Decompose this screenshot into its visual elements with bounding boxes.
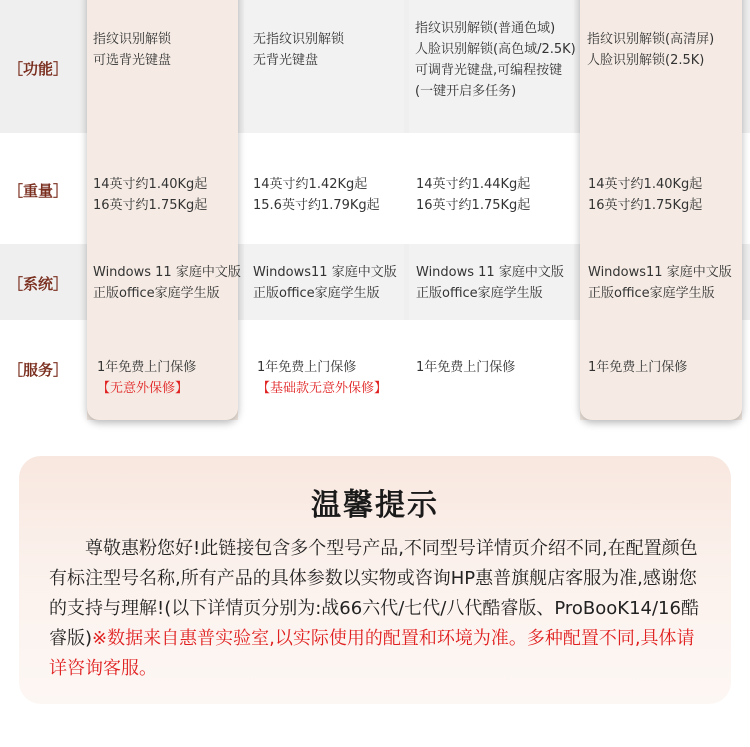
row-label-service: ［服务］ [7, 361, 68, 379]
col1-weight: 14英寸约1.40Kg起 16英寸约1.75Kg起 [93, 177, 208, 213]
row-label-function: ［功能］ [7, 60, 68, 78]
col3-service: 1年免费上门保修 [416, 360, 516, 375]
col1-service: 1年免费上门保修 【无意外保修】 [97, 357, 196, 399]
col2-function: 无指纹识别解锁 无背光键盘 [253, 32, 345, 68]
col1-function: 指纹识别解锁 可选背光键盘 [93, 32, 172, 68]
col1-system: Windows 11 家庭中文版 正版office家庭学生版 [93, 265, 241, 301]
notice-body-text: 尊敬惠粉您好!此链接包含多个型号产品,不同型号详情页介绍不同,在配置颜色有标注型号名称,所有产品的具体参数以实物或咨询HP惠普旗舰店客服为准,感谢您的支持与理解!(以下详情页分别为:战66六代/七代/八代酷睿版、ProBooK14/16酷睿版) [49, 538, 699, 649]
notice-body [49, 534, 709, 684]
notice-body-red: ※数据来自惠普实验室,以实际使用的配置和环境为准。多种配置不同,具体请详咨询客服。 [49, 628, 695, 679]
row-label-weight: ［重量］ [7, 182, 68, 200]
col4-function: 指纹识别解锁(高清屏) 人脸识别解锁(2.5K) [587, 32, 715, 68]
col2-service: 1年免费上门保修 【基础款无意外保修】 [257, 357, 387, 399]
row-label-system: ［系统］ [7, 275, 68, 293]
col1-service-note: 【无意外保修】 [97, 381, 189, 396]
col3-system: Windows 11 家庭中文版 正版office家庭学生版 [416, 265, 564, 301]
notice-title: 温馨提示 [311, 488, 439, 523]
col2-weight: 14英寸约1.42Kg起 15.6英寸约1.79Kg起 [253, 177, 380, 213]
col2-service-note: 【基础款无意外保修】 [257, 381, 388, 396]
col4-system: Windows11 家庭中文版 正版office家庭学生版 [588, 265, 732, 301]
notice-box [19, 456, 731, 704]
col4-service: 1年免费上门保修 [588, 360, 688, 375]
col4-weight: 14英寸约1.40Kg起 16英寸约1.75Kg起 [588, 177, 703, 213]
col3-weight: 14英寸约1.44Kg起 16英寸约1.75Kg起 [416, 177, 531, 213]
col3-function: 指纹识别解锁(普通色域) 人脸识别解锁(高色域/2.5K) 可调背光键盘,可编程按键 (一键开启多任务) [415, 21, 576, 99]
col2-system: Windows11 家庭中文版 正版office家庭学生版 [253, 265, 397, 301]
